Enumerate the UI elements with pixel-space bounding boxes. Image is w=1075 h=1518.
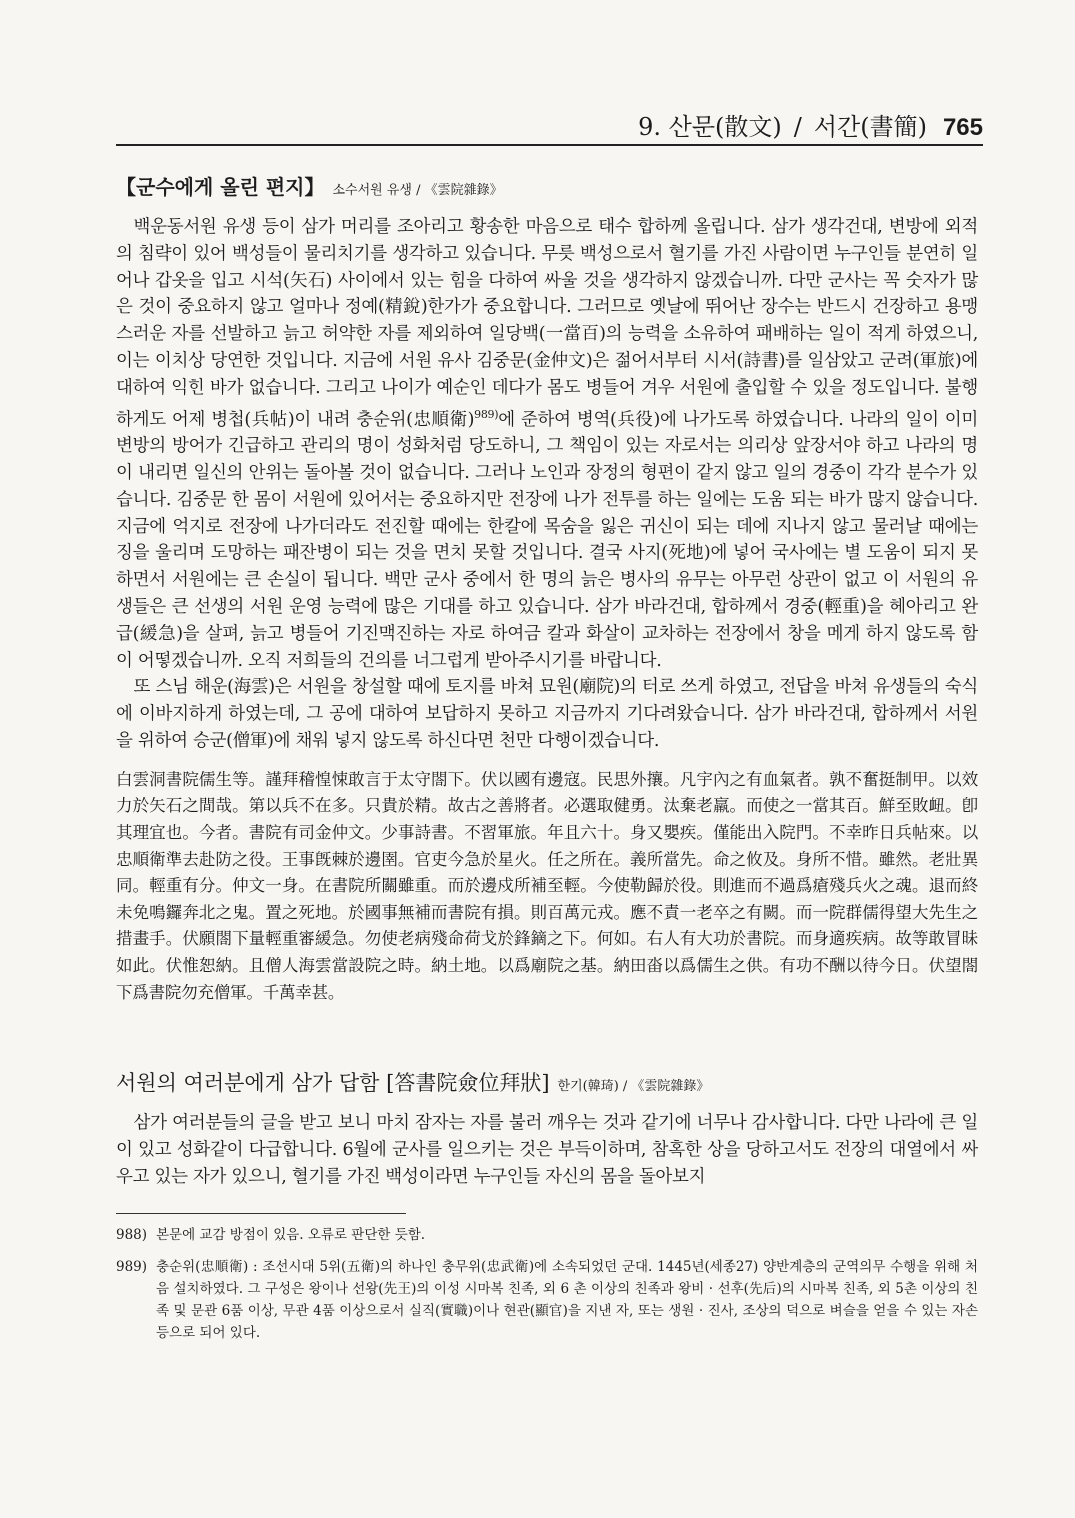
header-section: 9. 산문(散文) — [638, 113, 782, 141]
section2-korean-paragraph-1: 삼가 여러분들의 글을 받고 보니 마치 잠자는 자를 불러 깨우는 것과 같기에 너무나 감사합니다. 다만 나라에 큰 일이 있고 성화같이 다급합니다. 6월에 군사를 일으키는 것은 부득이하며, 참혹한 상을 당하고서도 전장의 대열에서 싸우고 있는 자가 있으니, 혈기를 가진 백성이라면 누구인들 자신의 몸을 돌아보지 — [116, 1113, 978, 1187]
page-number: 765 — [942, 114, 983, 141]
footnote-number: 988) — [116, 1226, 148, 1243]
section2 — [116, 1068, 978, 1190]
section1-heading — [116, 172, 978, 206]
footnote-text: 본문에 교감 방점이 있음. 오류로 판단한 듯함. — [156, 1226, 426, 1243]
header-divider: / — [793, 113, 802, 141]
section1-korean-text-b: 에 준하여 병역(兵役)에 나가도록 하였습니다. 나라의 일이 이미 변방의 방어가 긴급하고 관리의 명이 성화처럼 당도하니, 그 책임이 있는 자로서는 의리상 앞장서야 하고 나라의 명이 내리면 일신의 안위는 돌아볼 것이 없습니다. 그러나 노인과 장정의 형편이 같지 않고 일의 경중이 각각 분수가 있습니다. 김중문 한 몸이 서원에 있어서는 중요하지만 전장에 나가 전투를 하는 일에는 도움 되는 바가 많지 않습니다. 지금에 억지로 전장에 나가더라도 전진할 때에는 한칼에 목숨을 잃은 귀신이 되는 데에 지나지 않고 물러날 때에는 징을 울리며 도망하는 패잔병이 되는 것을 면치 못할 것입니다. 결국 사지(死地)에 넣어 국사에는 별 도움이 되지 못하면서 서원에는 큰 손실이 됩니다. 백만 군사 중에서 한 명의 늙은 병사의 유무는 아무런 상관이 없고 이 서원의 유생들은 큰 선생의 서원 운영 능력에 많은 기대를 하고 있습니다. 삼가 바라건대, 합하께서 경중(輕重)을 헤아리고 완급(緩急)을 살펴, 늙고 병들어 기진맥진하는 자로 하여금 칼과 화살이 교차하는 전장에서 창을 메게 하지 않도록 함이 어떻겠습니까. 오직 저희들의 건의를 너그럽게 받아주시기를 바랍니다. — [116, 409, 978, 671]
section1-title: 【군수에게 올린 편지】 — [116, 175, 325, 199]
footnote-rule — [116, 1213, 406, 1214]
section1-source: 소수서원 유생 / 《雲院雜錄》 — [332, 183, 503, 198]
header-subsection: 서간(書簡) — [813, 113, 927, 141]
section1-korean-paragraph-2: 또 스님 해운(海雲)은 서원을 창설할 때에 토지를 바쳐 묘원(廟院)의 터로 쓰게 하였고, 전답을 바쳐 유생들의 숙식에 이바지하게 하였는데, 그 공에 대하여 보답하지 못하고 지금까지 기다려왔습니다. 삼가 바라건대, 합하께서 서원을 위하여 승군(僧軍)에 채워 넣지 않도록 하신다면 천만 다행이겠습니다. — [116, 677, 978, 751]
section2-title: 서원의 여러분에게 삼가 답함 [答書院僉位拜狀] — [116, 1071, 550, 1096]
page-body — [116, 172, 978, 1354]
footnote-text: 충순위(忠順衛) : 조선시대 5위(五衛)의 하나인 충무위(忠武衛)에 소속되었던 군대. 1445년(세종27) 양반계층의 군역의무 수행을 위해 처음 설치하였다. 그 구성은 왕이나 선왕(先王)의 이성 시마복 친족, 외 6 촌 이상의 친족과 왕비 · 선후(先后)의 시마복 친족, 외 5촌 이상의 친족 및 문관 6품 이상, 무관 4품 이상으로서 실직(實職)이나 현관(顯官)을 지낸 자, 또는 생원 · 진사, 조상의 덕으로 벼슬을 얻을 수 있는 자손 등으로 되어 있다. — [156, 1258, 978, 1341]
footnote-989 — [116, 1256, 978, 1344]
footnote-ref-989: 989) — [474, 407, 499, 421]
section2-heading — [116, 1068, 978, 1102]
footnote-988 — [116, 1224, 978, 1246]
section1-korean-text-a: 백운동서원 유생 등이 삼가 머리를 조아리고 황송한 마음으로 태수 합하께 올립니다. 삼가 생각건대, 변방에 외적의 침략이 있어 백성들이 물리치기를 생각하고 있습니다. 무릇 백성으로서 혈기를 가진 사람이면 누구인들 분연히 일어나 갑옷을 입고 시석(矢石) 사이에서 있는 힘을 다하여 싸울 것을 생각하지 않겠습니까. 다만 군사는 꼭 숫자가 많은 것이 중요하지 않고 얼마나 정예(精銳)한가가 중요합니다. 그러므로 옛날에 뛰어난 장수는 반드시 건장하고 용맹스러운 자를 선발하고 늙고 허약한 자를 제외하여 일당백(一當百)의 능력을 소유하여 패배하는 일이 적게 하였으니, 이는 이치상 당연한 것입니다. 지금에 서원 유사 김중문(金仲文)은 젊어서부터 시서(詩書)를 일삼았고 군려(軍旅)에 대하여 익힌 바가 없습니다. 그리고 나이가 예순인 데다가 몸도 병들어 겨우 서원에 출입할 수 있을 정도입니다. 불행하게도 어제 병첩(兵帖)이 내려 충순위(忠順衛) — [116, 217, 978, 430]
section2-source: 한기(韓琦) / 《雲院雜錄》 — [557, 1079, 710, 1095]
header-rule — [116, 144, 983, 146]
section1-korean-paragraph-1 — [116, 214, 978, 674]
footnote-number: 989) — [116, 1258, 148, 1275]
section1-hanja-original: 白雲洞書院儒生等。謹拜稽惶悚敢言于太守閤下。伏以國有邊寇。民思外攘。凡宇內之有血氣者。孰不奮挺制甲。以效力於矢石之間哉。第以兵不在多。只貴於精。故古之善將者。必選取健勇。汰棄老羸。而使之一當其百。鮮至敗衄。卽其理宜也。今者。書院有司金仲文。少事詩書。不習軍旅。年且六十。身又嬰疾。僅能出入院門。不幸昨日兵帖來。以忠順衛準去赴防之役。王事旣棘於邊圉。官吏今急於星火。任之所在。義所當先。命之攸及。身所不惜。雖然。老壯異同。輕重有分。仲文一身。在書院所關雖重。而於邊戍所補至輕。今使勒歸於役。則進而不過爲瘡殘兵火之魂。退而終未免鳴鑼奔北之鬼。置之死地。於國事無補而書院有損。則百萬元戎。應不責一老卒之有闕。而一院群儒得望大先生之措畫手。伏願閤下量輕重審緩急。勿使老病殘命荷戈於鋒鏑之下。何如。右人有大功於書院。而身適疾病。故等敢冒昧如此。伏惟恕納。且僧人海雲當設院之時。納土地。以爲廟院之基。納田畓以爲儒生之供。有功不酬以待今日。伏望閤下爲書院勿充僧軍。千萬幸甚。 — [116, 769, 978, 1002]
running-header — [116, 112, 983, 143]
